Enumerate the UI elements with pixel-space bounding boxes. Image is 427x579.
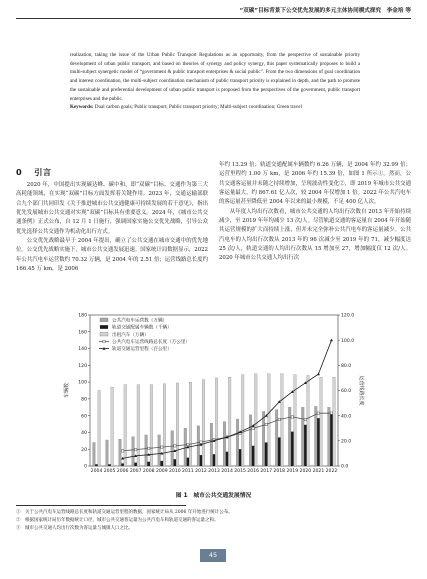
- line-marker: [291, 416, 293, 418]
- figure-1-chart: [60, 311, 366, 484]
- legend-swatch: [100, 318, 108, 322]
- running-head: “双碳”目标背景下公交优先发展的多元主体协同模式探究 李金培 等: [239, 8, 411, 14]
- bar: [163, 384, 166, 466]
- bar: [137, 385, 140, 466]
- legend-label: 轨道交通配属车辆数（千辆）: [112, 325, 172, 331]
- legend-swatch: [100, 332, 108, 336]
- bar: [200, 455, 203, 466]
- x-tick-label: 2007: [129, 469, 142, 474]
- left-tick-label: 120: [78, 363, 87, 369]
- header-rule: [16, 18, 411, 19]
- left-axis-label: 车辆数: [64, 382, 70, 399]
- keywords-label: Keywords:: [70, 104, 94, 111]
- line-marker: [134, 448, 136, 450]
- bar: [147, 462, 150, 466]
- bar: [268, 374, 271, 466]
- x-tick-label: 2004: [90, 469, 103, 474]
- bar: [275, 410, 278, 466]
- line-marker: [148, 447, 150, 449]
- left-tick-label: 20: [81, 447, 87, 453]
- bar: [288, 407, 291, 466]
- x-tick-label: 2015: [234, 469, 246, 474]
- x-tick-label: 2005: [103, 469, 116, 474]
- paragraph: 公交优先战略最早于 2004 年提出，确立了公共交通在城市交通中的优先地位。公交优先战略实施下，城市公共交通发展迅速。国家统计局数据显示，2022 年公共汽电车运营数约 70.32 万辆，是 2004 年的 2.51 倍；运营线路总长度约 166.45 万 km，是 2006: [16, 238, 208, 273]
- right-tick-label: 60.0: [341, 389, 352, 395]
- x-tick-label: 2012: [195, 469, 207, 474]
- right-tick-label: 80.0: [341, 363, 352, 369]
- bar: [202, 380, 205, 466]
- page-number: 45: [200, 549, 226, 562]
- bar: [98, 391, 101, 467]
- legend-label: 轨道交通运营里程（百公里）: [112, 347, 172, 353]
- right-tick-label: 40.0: [341, 414, 352, 420]
- footnote: ① 关于公共汽电车运营线路总长度和轨道交通运营里程的数据，国家统计局从 2006 年开始进行统计公布。: [16, 510, 233, 515]
- bar: [304, 425, 307, 466]
- bar: [294, 375, 297, 466]
- x-tick-label: 2008: [142, 469, 155, 474]
- right-tick-label: 0.0: [341, 464, 349, 470]
- left-tick-label: 160: [78, 330, 87, 336]
- left-tick-label: 180: [78, 313, 87, 319]
- bar: [317, 418, 320, 466]
- bar: [328, 407, 331, 466]
- paragraph: 2020 年，中国提出实现碳达峰、碳中和，即“双碳”目标。交通作为第三大高耗能领域，在实现“双碳”目标方面发挥着关键作用。2023 年，交通运输部联合九个部门共同印发《关于推进城市公共交通健康可持续发展的若干意见》，指出优先发展城市公共交通对实现“双碳”目标具有重要意义。2024 年，《城市公共交通条例》正式公布，自 12 月 1 日施行，强调国家实施公交优先战略，引导公众优先选择公共交通作为机动化出行方式。: [16, 182, 208, 235]
- bar: [121, 463, 124, 466]
- section-number: 0: [16, 167, 23, 177]
- bar: [145, 435, 148, 466]
- right-tick-label: 100.0: [341, 338, 355, 344]
- x-tick-label: 2006: [116, 469, 129, 474]
- bar: [197, 426, 200, 466]
- section-title: 引言: [34, 167, 52, 177]
- chart-svg: [60, 311, 366, 484]
- bar: [134, 463, 137, 466]
- abstract-body: realization, taking the issue of the Urban Public Transport Regulations as an opportunity, from the perspective of sustainable priority development of urban public transport, and based on theories of synergy and policy synergy, this paper systematically proposes to build a multi-subject synergetic model of “government & public transport enterprises & social public”. From the two dimensions of goal coordination and interest coordination, the multi-subject coordination mechanism of public transport priority is explained in depth, and the path to promote the sustainable and preferential development of urban public transport is proposed from the perspectives of the government, public transport enterprises and the public.: [70, 52, 360, 102]
- line-marker: [317, 373, 320, 376]
- bar: [236, 419, 239, 466]
- english-abstract: [70, 51, 360, 112]
- bar: [106, 440, 109, 466]
- line-marker: [304, 418, 306, 420]
- bar: [241, 375, 244, 466]
- bar: [307, 375, 310, 466]
- line-marker: [317, 412, 319, 414]
- footnote-rule: [16, 505, 186, 506]
- bar: [119, 439, 122, 466]
- bar: [333, 377, 336, 466]
- x-tick-label: 2019: [286, 469, 299, 474]
- bar: [265, 443, 268, 466]
- right-tick-label: 120.0: [341, 313, 355, 319]
- bar: [315, 406, 318, 466]
- line-marker: [330, 339, 333, 342]
- bar: [93, 443, 96, 466]
- bar: [158, 435, 161, 466]
- left-column: [16, 163, 208, 274]
- line-marker: [161, 446, 163, 448]
- x-tick-label: 2014: [221, 469, 233, 474]
- bar: [95, 464, 98, 466]
- bar: [150, 385, 153, 466]
- legend-label: 公共汽电车运营数（万辆）: [112, 318, 168, 324]
- paragraph: 从年度人均出行次数看，城市公共交通的人均出行次数自 2013 年开始持续减少，至 2019 年年均减少 13 次/人。尽管轨道交通的客运量自 2004 年开始随其运营规模的扩大而持续上涨，但并未完全弥补公共汽电车的客运量减少。公共汽电车的人均出行次数从 2013 年的 96 次减少至 2019 年的 71，减少幅度达 25 次/人，轨道交通的人均出行次数从 15 增加至 27，增加幅度仅 12 次/人。2020 年城市公共交通人均出行次: [219, 208, 411, 262]
- x-tick-label: 2020: [299, 469, 312, 474]
- bar: [252, 446, 255, 466]
- footnotes: [16, 509, 411, 533]
- bar: [160, 461, 163, 466]
- left-tick-label: 40: [81, 431, 87, 437]
- bar: [187, 458, 190, 466]
- legend-swatch: [100, 325, 108, 329]
- bar: [254, 374, 257, 466]
- left-tick-label: 80: [81, 397, 87, 403]
- x-tick-label: 2009: [155, 469, 168, 474]
- right-column: [219, 161, 411, 264]
- series-line: [123, 413, 332, 451]
- figure-caption: 图 1 城市公共交通发展情况: [175, 493, 252, 499]
- line-marker: [265, 423, 267, 425]
- bar: [249, 415, 252, 466]
- bar: [108, 464, 111, 466]
- left-tick-label: 140: [78, 347, 87, 353]
- line-marker: [200, 441, 202, 443]
- bar: [239, 449, 242, 466]
- bar: [174, 459, 177, 466]
- footnote: ② 根据国家统计局历年数据统计口径，城市公共交通客运量为公共汽电车和轨道交通的客运量之和。: [16, 518, 219, 523]
- bar: [301, 407, 304, 466]
- bar: [111, 387, 114, 466]
- x-tick-label: 2017: [260, 469, 273, 474]
- legend-label: 公共汽电车运营线路总长度（万公里）: [112, 340, 191, 345]
- line-marker: [187, 443, 189, 445]
- bar: [213, 454, 216, 466]
- bar: [132, 437, 135, 466]
- bar: [226, 452, 229, 466]
- series-line: [123, 340, 332, 458]
- footnote: ③ 城市公共交通人均出行次数为客运量与城镇人口之比。: [16, 526, 133, 531]
- x-tick-label: 2011: [182, 469, 194, 474]
- x-tick-label: 2018: [273, 469, 286, 474]
- legend-label: 出租汽车（万辆）: [112, 332, 149, 338]
- legend-marker: [103, 340, 105, 342]
- bar: [215, 378, 218, 466]
- x-tick-label: 2021: [312, 469, 325, 474]
- bar: [124, 385, 127, 466]
- line-marker: [330, 412, 332, 414]
- bar: [176, 383, 179, 466]
- paragraph: 年约 13.29 倍；轨道交通配属车辆数约 6.26 万辆，是 2004 年约 32.99 倍；运营里程约 1.00 万 km，是 2006 年约 15.39 倍，如图 1 所示①。然而，公共交通客运量并未随之持续增加，呈现波动性变化②，即 2019 年城市公共交通客运量最大，约 867.61 亿人次，较 2004 年仅增加 1 倍。2022 年公共汽电车的客运量甚至降低至 2004 年以来的最小规模，不足 400 亿人次。: [219, 162, 411, 206]
- bar: [320, 377, 323, 466]
- bar: [223, 422, 226, 466]
- keywords-text: Dual carbon goals; Public transport; Public transport priority; Multi-subject coordination; Green travel: [93, 104, 302, 111]
- line-marker: [174, 445, 176, 447]
- line-marker: [278, 418, 280, 420]
- bar: [184, 428, 187, 466]
- left-tick-label: 0: [84, 464, 87, 470]
- bar: [189, 382, 192, 466]
- right-tick-label: 20.0: [341, 439, 352, 445]
- x-tick-label: 2013: [208, 469, 220, 474]
- bar: [262, 411, 265, 466]
- x-tick-label: 2010: [168, 469, 181, 474]
- x-tick-label: 2016: [247, 469, 260, 474]
- bar: [281, 374, 284, 466]
- x-tick-label: 2022: [325, 469, 338, 474]
- right-axis-label: 运营线路长度: [358, 375, 364, 406]
- line-marker: [121, 450, 123, 452]
- line-marker: [252, 427, 254, 429]
- bar: [210, 423, 213, 466]
- left-tick-label: 100: [78, 380, 87, 386]
- bar: [278, 437, 281, 466]
- bar: [171, 431, 174, 466]
- bar: [330, 413, 333, 466]
- left-tick-label: 60: [81, 414, 87, 420]
- bar: [291, 432, 294, 466]
- bar: [228, 377, 231, 466]
